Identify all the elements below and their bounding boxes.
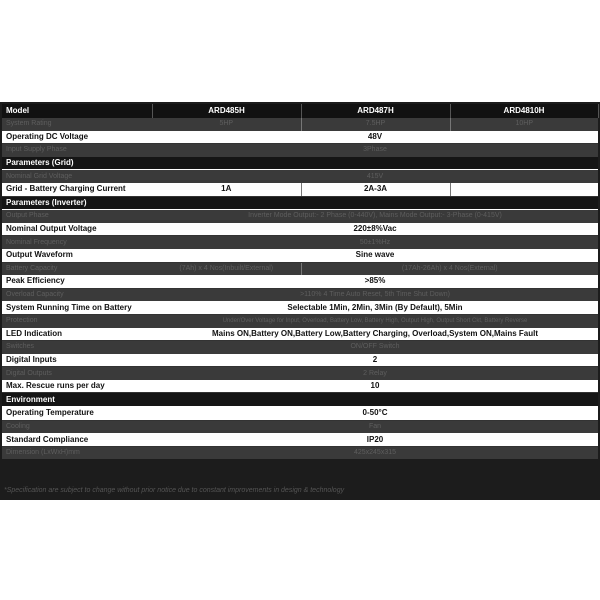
row-value: 0-50°C	[152, 407, 598, 421]
row-label: Grid - Battery Charging Current	[2, 183, 152, 196]
spec-sheet	[0, 102, 600, 500]
row-label: Nominal Frequency	[2, 236, 152, 249]
row-label: Peak Efficiency	[2, 275, 152, 288]
section-heading	[2, 196, 598, 210]
row-value: (7Ah) x 4 Nos(Inbuilt/External)	[152, 262, 301, 275]
table-row	[2, 314, 598, 327]
section-environment-title: Environment	[2, 393, 598, 407]
row-label: Digital Outputs	[2, 367, 152, 380]
row-value: ON/OFF Switch	[152, 341, 598, 354]
row-label: Digital Inputs	[2, 354, 152, 367]
row-value: Mains ON,Battery ON,Battery Low,Battery Charging, Overload,System ON,Mains Fault	[152, 328, 598, 341]
row-value: 3Phase	[152, 144, 598, 157]
row-value: 48V	[152, 131, 598, 144]
row-label: Overload Capacity	[2, 288, 152, 301]
footnote: *Specification are subject to change without prior notice due to constant improvements in design & technology	[4, 487, 345, 494]
row-value: 1A	[152, 183, 301, 196]
row-value: 7.5HP	[301, 118, 450, 131]
row-label: Operating DC Voltage	[2, 131, 152, 144]
row-label: Dimension (LxWxH)mm	[2, 446, 152, 459]
table-row	[2, 341, 598, 354]
table-row	[2, 118, 598, 131]
row-value: 2	[152, 354, 598, 367]
table-row	[2, 262, 598, 275]
table-row	[2, 407, 598, 421]
spec-table	[2, 104, 599, 459]
section-heading	[2, 393, 598, 407]
row-value: Sine wave	[152, 249, 598, 262]
table-row	[2, 170, 598, 183]
row-value: 50±1%Hz	[152, 236, 598, 249]
table-row	[2, 144, 598, 157]
row-value: 5HP	[152, 118, 301, 131]
row-value: 220±8%Vac	[152, 223, 598, 236]
row-value: IP20	[152, 433, 598, 446]
table-row	[2, 354, 598, 367]
table-row	[2, 249, 598, 262]
row-label: Standard Compliance	[2, 433, 152, 446]
header-ard487h: ARD487H	[301, 104, 450, 118]
table-header	[2, 104, 598, 118]
table-row	[2, 236, 598, 249]
row-value: Selectable 1Min, 2Min, 3Min (By Default), 5Min	[152, 301, 598, 314]
row-value: 10HP	[450, 118, 598, 131]
table-row	[2, 131, 598, 144]
row-label: Nominal Grid Voltage	[2, 170, 152, 183]
row-value: Inverter Mode Output:- 2 Phase (0-440V), Mains Mode Output:- 3-Phase (0-415V)	[152, 210, 598, 223]
row-label: Protection	[2, 314, 152, 327]
row-label: Operating Temperature	[2, 407, 152, 421]
header-ard485h: ARD485H	[152, 104, 301, 118]
section-inverter-title: Parameters (Inverter)	[2, 196, 598, 210]
row-value: Fan	[152, 420, 598, 433]
row-value: 2A-3A	[301, 183, 450, 196]
header-ard4810h: ARD4810H	[450, 104, 598, 118]
row-label: LED Indication	[2, 328, 152, 341]
row-label: System Running Time on Battery	[2, 301, 152, 314]
table-row	[2, 275, 598, 288]
table-row	[2, 183, 598, 196]
row-label: Cooling	[2, 420, 152, 433]
row-label: Max. Rescue runs per day	[2, 380, 152, 393]
row-value: 2 Relay	[152, 367, 598, 380]
table-row	[2, 210, 598, 223]
row-value: >110% 4 Time Auto Reset, 5th Time Shut Down)	[152, 288, 598, 301]
row-label: Output Waveform	[2, 249, 152, 262]
table-row	[2, 380, 598, 393]
header-model: Model	[2, 104, 152, 118]
row-label: System Rating	[2, 118, 152, 131]
section-heading	[2, 157, 598, 170]
section-grid-title: Parameters (Grid)	[2, 157, 598, 170]
table-row	[2, 367, 598, 380]
table-row	[2, 223, 598, 236]
table-row	[2, 433, 598, 446]
row-value: 425x245x315	[152, 446, 598, 459]
row-value: 10	[152, 380, 598, 393]
row-value: 415V	[152, 170, 598, 183]
row-value: >85%	[152, 275, 598, 288]
table-row	[2, 420, 598, 433]
row-label: Output Phase	[2, 210, 152, 223]
row-label: Nominal Output Voltage	[2, 223, 152, 236]
table-row	[2, 446, 598, 459]
row-label: Input Supply Phase	[2, 144, 152, 157]
row-value: Under/Over Voltage for Input, Overload, Battery Low, Battery High, Output High, Output Short Ckt, Battery Reverse	[152, 314, 598, 327]
table-row	[2, 288, 598, 301]
row-value	[450, 183, 598, 196]
row-value: (17Ah-26Ah) x 4 Nos(External)	[301, 262, 598, 275]
table-row	[2, 328, 598, 341]
row-label: Battery Capacity	[2, 262, 152, 275]
row-label: Switches	[2, 341, 152, 354]
table-row	[2, 301, 598, 314]
